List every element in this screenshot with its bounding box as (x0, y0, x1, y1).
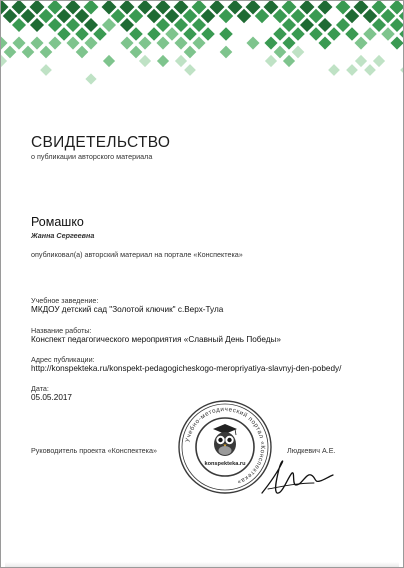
pattern-diamond (120, 36, 133, 49)
pattern-diamond (138, 36, 151, 49)
pattern-diamond (309, 27, 323, 41)
pattern-diamond (102, 18, 116, 32)
pattern-diamond (237, 9, 252, 24)
director-label: Руководитель проекта «Конспектека» (31, 446, 157, 455)
pattern-diamond (120, 1, 135, 15)
pattern-diamond (300, 1, 315, 15)
pattern-diamond (138, 1, 153, 15)
pattern-diamond (282, 1, 297, 15)
pattern-diamond (201, 27, 215, 41)
pattern-diamond (139, 55, 151, 67)
pattern-diamond (30, 18, 44, 32)
pattern-diamond (390, 36, 403, 49)
pattern-diamond (309, 9, 324, 24)
pattern-diamond (291, 9, 306, 24)
pattern-diamond (1, 36, 8, 49)
seal-ring-text: Учебно-методический портал «Конспектека» (184, 405, 267, 486)
date-label: Дата: (31, 384, 49, 393)
pattern-diamond (354, 36, 367, 49)
pattern-diamond (291, 27, 305, 41)
seal-center-text: konspekteka.ru (204, 461, 246, 467)
pattern-diamond (75, 9, 90, 24)
pattern-diamond (399, 27, 404, 41)
pattern-diamond (174, 1, 189, 15)
pattern-diamond (174, 18, 188, 32)
pattern-diamond (102, 1, 117, 15)
date-value: 05.05.2017 (31, 393, 72, 402)
pattern-diamond (165, 27, 179, 41)
pattern-diamond (246, 36, 259, 49)
school-label: Учебное заведение: (31, 296, 99, 305)
pattern-diamond (120, 18, 134, 32)
pattern-diamond (372, 18, 386, 32)
pattern-diamond (111, 9, 126, 24)
pattern-diamond (174, 36, 187, 49)
certificate-title: СВИДЕТЕЛЬСТВО (31, 134, 171, 151)
pattern-diamond (156, 36, 169, 49)
pattern-diamond (355, 55, 367, 67)
pattern-diamond (336, 1, 351, 15)
pattern-diamond (372, 1, 387, 15)
pattern-diamond (48, 1, 63, 15)
pattern-diamond (129, 9, 144, 24)
pattern-diamond (12, 18, 26, 32)
pattern-diamond (40, 64, 52, 76)
pattern-diamond (328, 64, 340, 76)
pattern-diamond (183, 9, 198, 24)
pattern-diamond (264, 1, 279, 15)
work-title-value: Конспект педагогического мероприятия «Славный День Победы» (31, 335, 281, 344)
pattern-diamond (84, 1, 99, 15)
pattern-diamond (364, 64, 376, 76)
pattern-diamond (318, 36, 331, 49)
pattern-diamond (66, 1, 81, 15)
pattern-diamond (156, 1, 171, 15)
pattern-diamond (39, 9, 54, 24)
certificate-subtitle: о публикации авторского материала (31, 152, 153, 161)
pattern-diamond (283, 55, 295, 67)
pattern-diamond (292, 46, 305, 59)
pattern-diamond (183, 27, 197, 41)
pattern-diamond (157, 55, 169, 67)
pattern-diamond (264, 36, 277, 49)
pattern-diamond (219, 9, 234, 24)
pattern-diamond (184, 64, 196, 76)
pattern-diamond (93, 27, 107, 41)
publication-address-value: http://konspekteka.ru/konspekt-pedagogicheskogo-meropriyatiya-slavnyj-den-pobedy/ (31, 364, 342, 373)
pattern-diamond (57, 9, 72, 24)
pattern-diamond (363, 9, 378, 24)
pattern-diamond (345, 9, 360, 24)
pattern-diamond (85, 73, 96, 84)
pattern-diamond (130, 46, 143, 59)
pattern-diamond (12, 1, 27, 15)
pattern-diamond (246, 1, 261, 15)
work-title-label: Название работы: (31, 326, 92, 335)
pattern-diamond (175, 55, 187, 67)
pattern-diamond (318, 1, 333, 15)
pattern-diamond (3, 9, 18, 24)
author-surname: Ромашко (31, 215, 84, 229)
pattern-diamond (273, 27, 287, 41)
pattern-diamond (48, 36, 61, 49)
pattern-diamond (1, 55, 7, 67)
pattern-diamond (156, 18, 170, 32)
pattern-diamond (345, 27, 359, 41)
director-name: Людкевич А.Е. (287, 446, 336, 455)
pattern-diamond (12, 36, 25, 49)
author-given-names: Жанна Сергеевна (31, 231, 95, 240)
pattern-diamond (265, 55, 277, 67)
pattern-diamond (40, 46, 53, 59)
pattern-diamond (300, 18, 314, 32)
pattern-diamond (318, 18, 332, 32)
pattern-diamond (282, 36, 295, 49)
pattern-diamond (219, 27, 233, 41)
pattern-diamond (76, 46, 89, 59)
pattern-diamond (147, 9, 162, 24)
pattern-diamond (273, 9, 288, 24)
published-statement: опубликовал(а) авторский материал на портале «Конспектека» (31, 250, 243, 259)
pattern-diamond (129, 27, 143, 41)
pattern-diamond (201, 9, 216, 24)
pattern-diamond (346, 64, 358, 76)
pattern-diamond (103, 55, 115, 67)
pattern-diamond (184, 46, 197, 59)
owl-graduate-icon (213, 424, 237, 456)
pattern-diamond (84, 18, 98, 32)
pattern-diamond (4, 46, 17, 59)
pattern-diamond (75, 27, 89, 41)
pattern-diamond (354, 1, 369, 15)
pattern-diamond (336, 18, 350, 32)
pattern-diamond (274, 46, 287, 59)
pattern-diamond (363, 27, 377, 41)
pattern-diamond (165, 9, 180, 24)
publication-address-label: Адрес публикации: (31, 355, 95, 364)
school-value: МКДОУ детский сад "Золотой ключик" с.Верх-Тула (31, 305, 224, 314)
pattern-diamond (373, 55, 385, 67)
pattern-diamond (21, 9, 36, 24)
pattern-diamond (192, 36, 205, 49)
pattern-diamond (84, 36, 97, 49)
pattern-diamond (381, 27, 395, 41)
pattern-diamond (192, 18, 206, 32)
pattern-diamond (220, 46, 233, 59)
pattern-diamond (282, 18, 296, 32)
pattern-diamond (57, 27, 71, 41)
pattern-diamond (192, 1, 207, 15)
director-signature (256, 453, 336, 499)
pattern-diamond (66, 36, 79, 49)
pattern-diamond (228, 1, 243, 15)
pattern-diamond (255, 9, 270, 24)
green-diamond-pattern (1, 1, 404, 141)
pattern-diamond (390, 18, 404, 32)
pattern-diamond (30, 1, 45, 15)
pattern-diamond (66, 18, 80, 32)
pattern-diamond (327, 27, 341, 41)
pattern-diamond (22, 46, 35, 59)
pattern-diamond (30, 36, 43, 49)
pattern-diamond (400, 64, 404, 76)
pattern-diamond (381, 9, 396, 24)
pattern-diamond (147, 27, 161, 41)
pattern-diamond (48, 18, 62, 32)
pattern-diamond (210, 1, 225, 15)
